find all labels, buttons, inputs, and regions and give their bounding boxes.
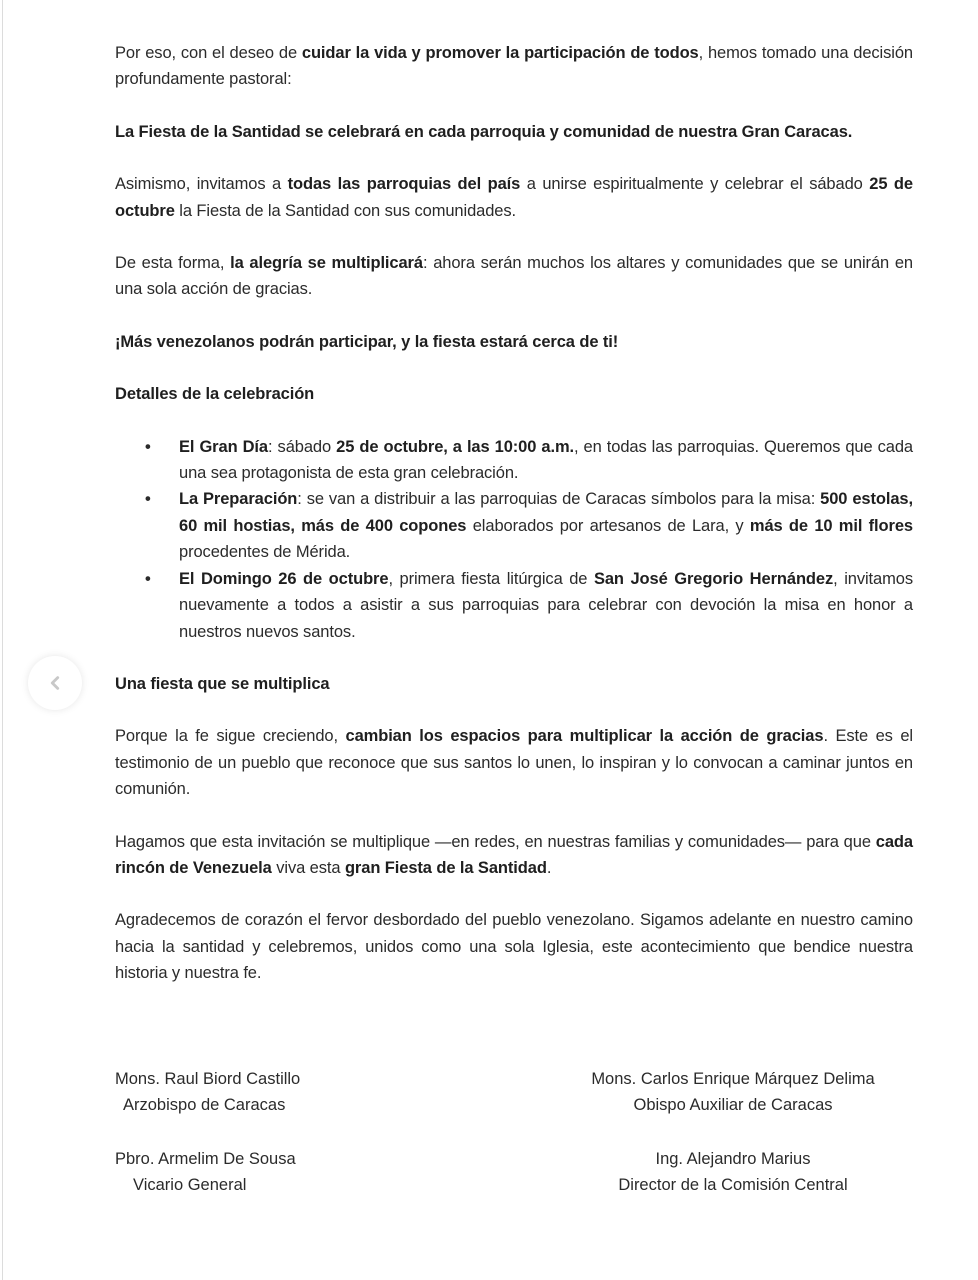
previous-slide-button[interactable] bbox=[28, 656, 82, 710]
body-text: , invitamos nuevamente a todos a asistir a sus parroquias para celebrar con devoción la misa en honor a nuestros nuevos santos. bbox=[179, 569, 913, 641]
emphasis-text: El Domingo 26 de octubre bbox=[179, 569, 389, 588]
emphasis-text: gran Fiesta de la Santidad bbox=[344, 858, 547, 877]
body-text: : ahora serán muchos los altares y comunidades que se unirán en una sola acción de gracias. bbox=[115, 254, 914, 299]
emphasis-text: todas las parroquias del país bbox=[287, 175, 521, 194]
signature-vicar bbox=[115, 1146, 296, 1199]
signer-name: Pbro. Armelim De Sousa bbox=[115, 1150, 296, 1168]
body-text: Hagamos que esta invitación se multiplique —en redes, en nuestras familias y comunidades— para que bbox=[115, 832, 876, 851]
body-text: a unirse espiritualmente y celebrar el sábado bbox=[520, 175, 870, 194]
body-text: De esta forma, bbox=[115, 254, 231, 273]
emphasis-text: 25 de octubre, a las 10:00 a.m. bbox=[336, 437, 575, 456]
signer-name: Mons. Raul Biord Castillo bbox=[115, 1070, 301, 1088]
body-text: Por eso, con el deseo de bbox=[115, 44, 302, 62]
section-heading-multiplica: Una fiesta que se multiplica bbox=[115, 674, 330, 693]
body-text: la Fiesta de la Santidad con sus comunidades. bbox=[174, 201, 517, 220]
body-text: : se van a distribuir a las parroquias de Caracas símbolos para la misa: bbox=[297, 490, 821, 509]
details-list-item bbox=[145, 566, 913, 645]
emphasis-text: La Fiesta de la Santidad se celebrará en cada parroquia y comunidad de nuestra Gran Caracas. bbox=[115, 122, 853, 141]
emphasis-text: 500 estolas, 60 mil hostias, más de 400 copones bbox=[179, 490, 913, 535]
page-edge-rule bbox=[2, 0, 3, 1280]
paragraph-c1 bbox=[115, 723, 913, 802]
body-text: Asimismo, invitamos a bbox=[115, 175, 288, 194]
details-heading: Detalles de la celebración bbox=[115, 385, 315, 404]
emphasis-text: La Preparación bbox=[179, 490, 298, 509]
body-text: . Este es el testimonio de un pueblo que reconoce que sus santos lo unen, lo inspiran y lo convocan a caminar juntos en comunión. bbox=[115, 727, 913, 799]
emphasis-text: cambian los espacios para multiplicar la acción de gracias bbox=[345, 727, 824, 746]
closing-paragraphs bbox=[115, 723, 913, 986]
paragraph-p2 bbox=[115, 119, 913, 145]
signatures bbox=[115, 1066, 913, 1226]
signer-role: Director de la Comisión Central bbox=[618, 1176, 848, 1195]
emphasis-text: más de 10 mil flores bbox=[749, 516, 913, 535]
signer-role: Arzobispo de Caracas bbox=[123, 1096, 286, 1115]
signer-name: Ing. Alejandro Marius bbox=[655, 1150, 811, 1168]
body-text: elaborados por artesanos de Lara, y bbox=[466, 516, 750, 535]
bullet-icon: • bbox=[145, 437, 151, 456]
body-text: Agradecemos de corazón el fervor desbordado del pueblo venezolano. Sigamos adelante en nuestro camino hacia la santidad y celebremos, unidos como una sola Iglesia, este acontecimiento que bendice nuestra historia y nuestra fe. bbox=[115, 911, 913, 983]
body-text: . bbox=[546, 858, 552, 877]
paragraph-p1 bbox=[115, 40, 913, 93]
body-text: , primera fiesta litúrgica de bbox=[388, 569, 594, 588]
intro-paragraphs bbox=[115, 40, 913, 355]
body-text: : sábado bbox=[268, 437, 337, 456]
details-list-item bbox=[145, 486, 913, 565]
document-body bbox=[115, 40, 913, 1013]
paragraph-p3 bbox=[115, 171, 913, 224]
paragraph-c2 bbox=[115, 829, 913, 882]
signer-role: Obispo Auxiliar de Caracas bbox=[633, 1096, 833, 1115]
paragraph-c3 bbox=[115, 907, 913, 986]
emphasis-text: 25 de octubre bbox=[115, 175, 913, 220]
details-list-item bbox=[145, 434, 913, 487]
paragraph-p4 bbox=[115, 250, 913, 303]
emphasis-text: ¡Más venezolanos podrán participar, y la fiesta estará cerca de ti! bbox=[115, 332, 619, 351]
body-text: viva esta bbox=[271, 858, 345, 877]
bullet-icon: • bbox=[145, 569, 151, 588]
signer-role: Vicario General bbox=[133, 1176, 247, 1195]
signer-name: Mons. Carlos Enrique Márquez Delima bbox=[591, 1070, 875, 1088]
body-text: , hemos tomado una decisión profundamente pastoral: bbox=[115, 44, 913, 89]
body-text: , en todas las parroquias. Queremos que cada una sea protagonista de esta gran celebración. bbox=[179, 437, 913, 483]
chevron-left-icon bbox=[46, 674, 64, 692]
bullet-icon: • bbox=[145, 490, 151, 509]
emphasis-text: El Gran Día bbox=[179, 437, 268, 456]
emphasis-text: cuidar la vida y promover la participación de todos bbox=[301, 44, 699, 62]
signature-auxiliary-bishop bbox=[563, 1066, 903, 1119]
body-text: Porque la fe sigue creciendo, bbox=[115, 727, 346, 746]
signature-archbishop bbox=[115, 1066, 300, 1119]
signature-row-2 bbox=[115, 1146, 913, 1199]
signature-row-1 bbox=[115, 1066, 913, 1119]
paragraph-p5 bbox=[115, 329, 913, 355]
emphasis-text: la alegría se multiplicará bbox=[230, 254, 423, 273]
emphasis-text: cada rincón de Venezuela bbox=[115, 832, 913, 877]
emphasis-text: San José Gregorio Hernández bbox=[593, 569, 834, 588]
signature-director bbox=[563, 1146, 903, 1199]
details-list bbox=[115, 434, 913, 645]
body-text: procedentes de Mérida. bbox=[179, 543, 351, 562]
